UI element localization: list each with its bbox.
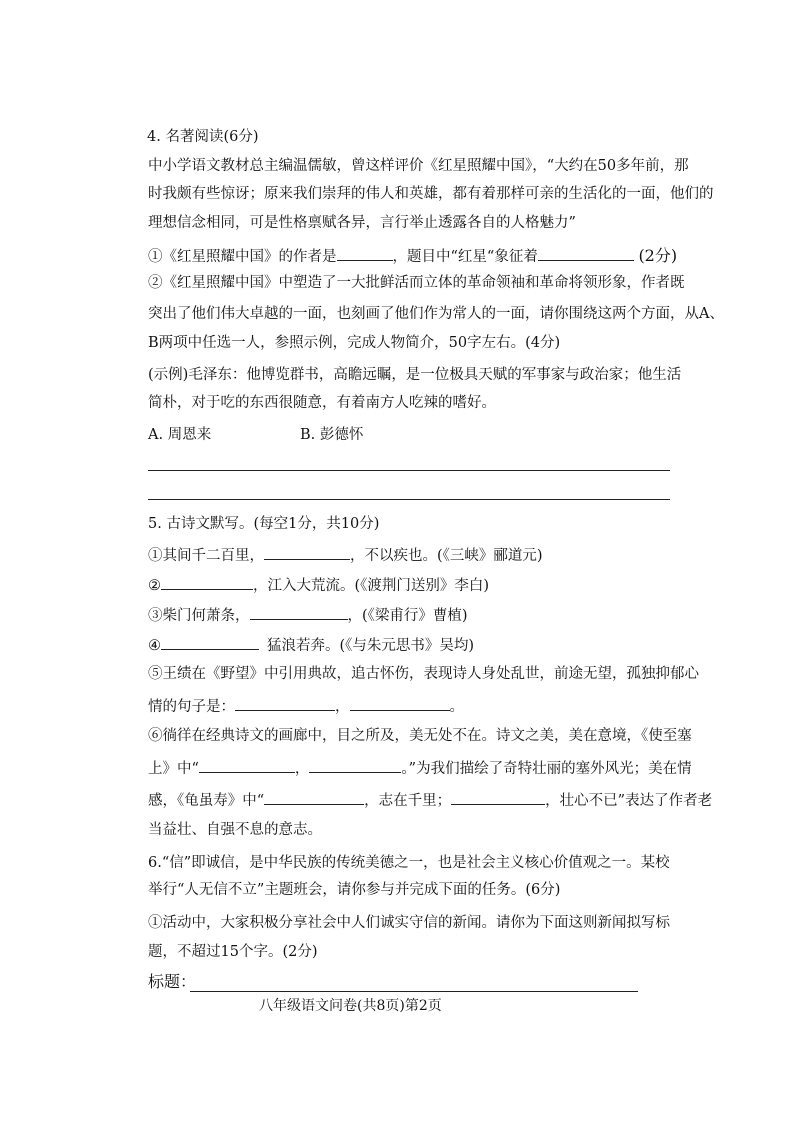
q5-blank-5[interactable] — [235, 695, 335, 711]
q5-l6-text-a: 上》中“ — [148, 761, 199, 777]
q5-l4-text-a: ④ — [148, 638, 161, 654]
q5-line-2 — [148, 574, 489, 596]
page-footer: 八年级语文问卷(共8页)第2页 — [259, 998, 442, 1014]
q5-l3-text-a: ③柴门何萧条， — [148, 608, 250, 624]
q4-sub2-line-2: 突出了他们伟大卓越的一面，也刻画了他们作为常人的一面，请你围绕这两个方面，从A、 — [148, 306, 724, 322]
q5-l6-text-d: 感，《龟虽寿》中“ — [148, 793, 265, 809]
q4-sub2-line-1: ②《红星照耀中国》中塑造了一大批鲜活而立体的革命领袖和革命将领形象，作者既 — [148, 275, 685, 291]
q5-l6-text-f: ，壮心不已”表达了作者老 — [545, 793, 713, 809]
q5-l5-text-c: 。 — [449, 699, 464, 715]
answer-line-2[interactable] — [148, 499, 670, 500]
q6-line-4: 题，不超过15个字。(2分) — [148, 944, 318, 960]
q5-blank-4[interactable] — [161, 634, 259, 650]
q5-line-1 — [148, 544, 543, 566]
q5-l2-text-a: ② — [148, 578, 161, 594]
q5-line-6d: 当益壮、自强不息的意志。 — [148, 822, 322, 838]
q5-blank-10[interactable] — [451, 789, 545, 805]
q5-line-5b — [148, 695, 464, 717]
q5-blank-9[interactable] — [264, 789, 364, 805]
q6-line-2: 举行“人无信不立”主题班会，请你参与并完成下面的任务。(6分) — [148, 882, 561, 898]
q5-line-6a: ⑥徜徉在经典诗文的画廊中，目之所及，美无处不在。诗文之美，美在意境，《使至塞 — [148, 728, 692, 744]
q5-l1-text-b: ，不以疾也。(《三峡》郦道元) — [350, 548, 543, 564]
q5-heading: 5. 古诗文默写。(每空1分，共10分) — [148, 516, 380, 532]
q4-sub1 — [148, 245, 677, 267]
q5-l6-text-c: 。”为我们描绘了奇特壮丽的塞外风光；美在情 — [401, 761, 692, 777]
q4-intro-line-1: 中小学语文教材总主编温儒敏，曾这样评价《红星照耀中国》，“大约在50多年前，那 — [148, 158, 689, 174]
option-b: B. 彭德怀 — [300, 427, 364, 443]
symbol-answer-blank[interactable] — [538, 245, 634, 261]
q5-l2-text-b: ，江入大荒流。(《渡荆门送别》李白) — [253, 578, 490, 594]
answer-line-1[interactable] — [148, 470, 670, 471]
q5-line-6b — [148, 757, 692, 779]
q5-line-5a: ⑤王绩在《野望》中引用典故，追古怀伤，表现诗人身处乱世，前途无望，孤独抑郁心 — [148, 666, 699, 682]
q5-blank-2[interactable] — [161, 574, 253, 590]
q4-intro-line-3: 理想信念相同，可是性格禀赋各异，言行举止透露各自的人格魅力” — [148, 215, 576, 231]
news-title-row — [148, 972, 196, 992]
q4-heading: 4. 名著阅读(6分) — [147, 129, 259, 145]
q5-l1-text-a: ①其间千二百里， — [148, 548, 264, 564]
q4-sub1-score: (2分) — [638, 246, 678, 265]
q4-sub1-text-b: ，题目中“红星“象征着 — [392, 249, 538, 265]
q4-example-line-1: (示例)毛泽东：他博览群书，高瞻远瞩，是一位极具天赋的军事家与政治家；他生活 — [148, 367, 682, 383]
q5-blank-3[interactable] — [250, 604, 348, 620]
news-title-blank[interactable] — [190, 991, 638, 992]
q5-blank-8[interactable] — [309, 757, 401, 773]
q6-line-1: 6.“信”即诚信，是中华民族的传统美德之一，也是社会主义核心价值观之一。某校 — [148, 855, 670, 871]
q6-line-3: ①活动中，大家积极分享社会中人们诚实守信的新闻。请你为下面这则新闻拟写标 — [148, 915, 670, 931]
q5-l6-text-b: ， — [294, 761, 310, 777]
option-a: A. 周恩来 — [148, 427, 212, 443]
author-answer-blank[interactable] — [337, 245, 393, 261]
q5-blank-1[interactable] — [264, 544, 350, 560]
q5-l4-text-b: 猛浪若奔。(《与朱元思书》吴均) — [267, 638, 475, 654]
q5-blank-7[interactable] — [199, 757, 295, 773]
q5-l5-text-a: 情的句子是： — [148, 699, 235, 715]
news-title-label: 标题： — [148, 972, 197, 991]
q4-example-line-2: 简朴，对于吃的东西很随意，有着南方人吃辣的嗜好。 — [148, 395, 496, 411]
q5-l6-text-e: ，志在千里； — [364, 793, 452, 809]
q4-sub1-text-a: ①《红星照耀中国》的作者是 — [148, 249, 337, 265]
q4-sub2-line-3: B两项中任选一人，参照示例，完成人物简介，50字左右。(4分) — [148, 335, 561, 351]
q5-blank-6[interactable] — [350, 695, 450, 711]
q5-l3-text-b: ，(《梁甫行》曹植) — [347, 608, 468, 624]
q4-intro-line-2: 时我颇有些惊讶；原来我们崇拜的伟人和英雄，都有着那样可亲的生活化的一面，他们的 — [148, 186, 714, 202]
q5-line-4 — [148, 634, 474, 656]
q5-line-6c — [148, 789, 712, 811]
q5-line-3 — [148, 604, 468, 626]
q5-l5-text-b: ， — [335, 699, 350, 715]
